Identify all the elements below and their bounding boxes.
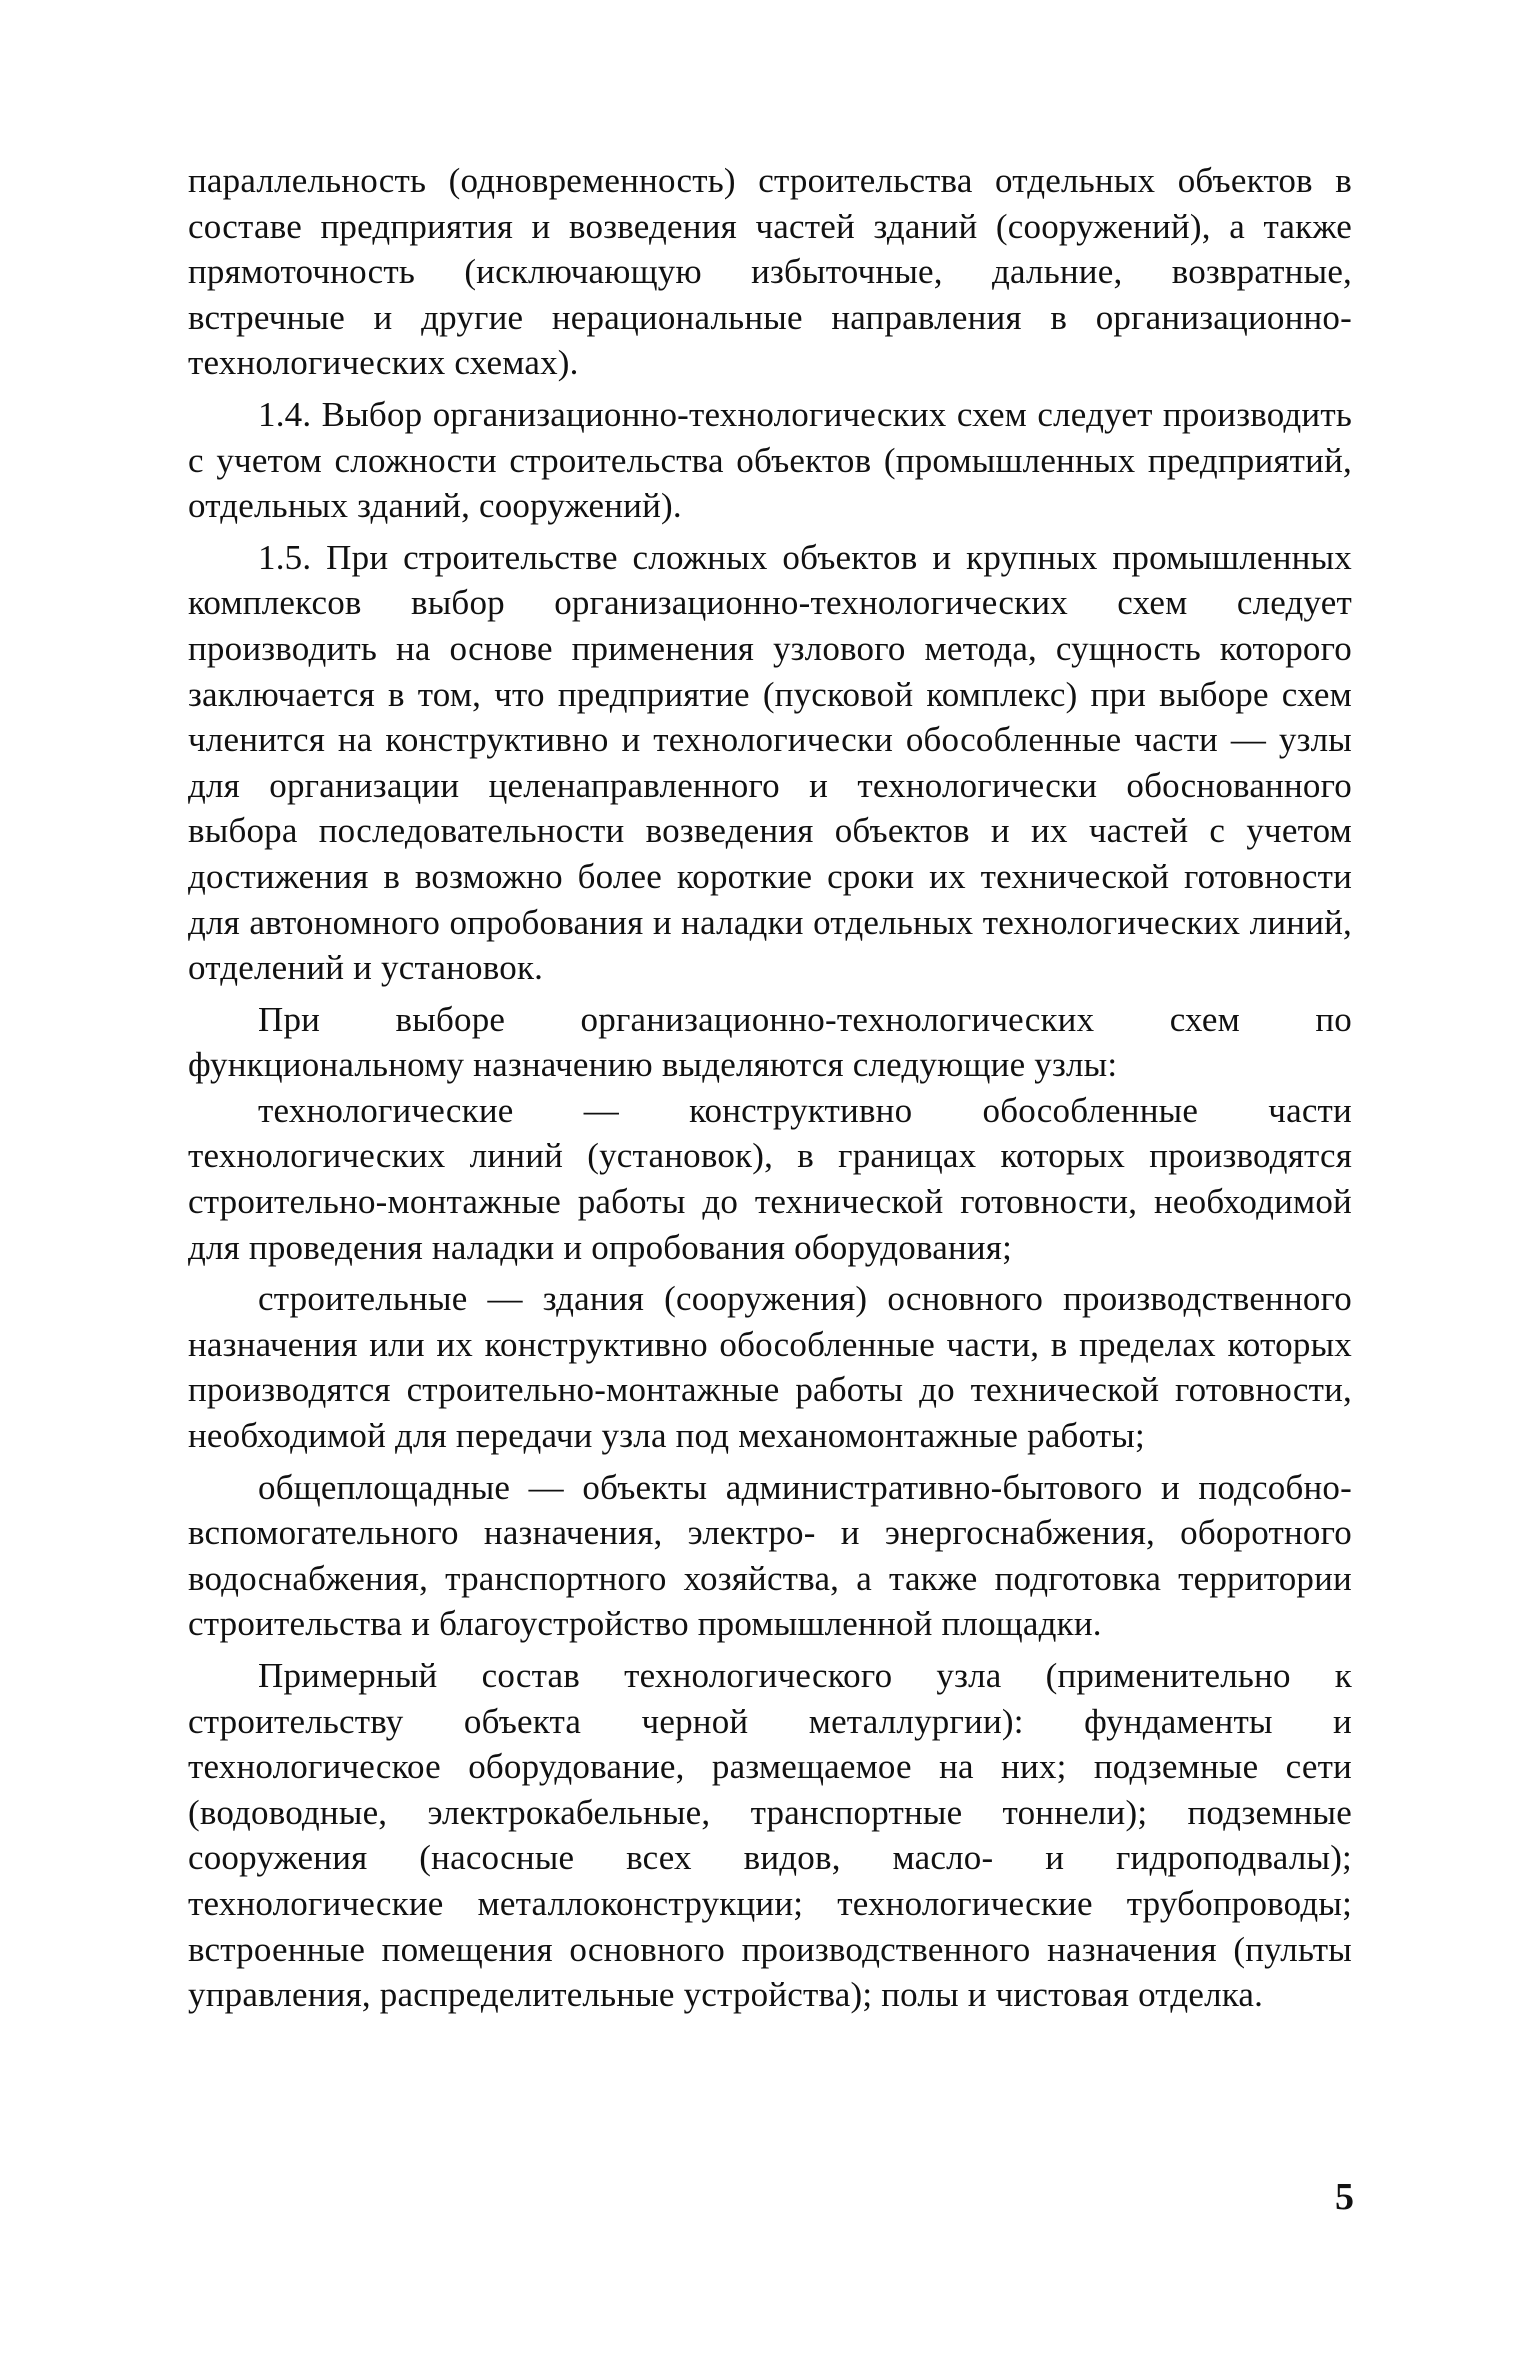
paragraph-functional-nodes: При выборе организационно-технологических схем по функциональному назначению выделяются следующие узлы: bbox=[188, 999, 1352, 1085]
paragraph-construction-nodes: строительные — здания (сооружения) основного производственного назначения или их конструктивно обособленные части, в пределах которых производятся строительно-монтажные работы до технической готовности, необходимой для передачи узла под механомонтажные работы; bbox=[188, 1279, 1352, 1456]
paragraph-continuation: параллельность (одновременность) строительства отдельных объектов в составе предприятия и возведения частей зданий (сооружений), а также прямоточность (исключающую избыточные, дальние, возвратные, встречные и другие нерациональные направления в организационно-технологических схемах). bbox=[188, 161, 1352, 383]
paragraph-1-4: 1.4. Выбор организационно-технологических схем следует производить с учетом сложности строительства объектов (промышленных предприятий, отдельных зданий, сооружений). bbox=[188, 394, 1352, 526]
body-text bbox=[188, 158, 1352, 2018]
page-number: 5 bbox=[1335, 2176, 1354, 2218]
paragraph-1-5: 1.5. При строительстве сложных объектов и крупных промышленных комплексов выбор организационно-технологических схем следует производить на основе применения узлового метода, сущность которого заключается в том, что предприятие (пусковой комплекс) при выборе схем членится на конструктивно и технологически обособленные части — узлы для организации целенаправленного и технологически обоснованного выбора последовательности возведения объектов и их частей с учетом достижения в возможно более короткие сроки их технической готовности для автономного опробования и наладки отдельных технологических линий, отделений и установок. bbox=[188, 537, 1352, 988]
paragraph-example-composition: Примерный состав технологического узла (применительно к строительству объекта черной металлургии): фундаменты и технологическое оборудование, размещаемое на них; подземные сети (водоводные, электрокабельные, транспортные тоннели); подземные сооружения (насосные всех видов, масло- и гидроподвалы); технологические металлоконструкции; технологические трубопроводы; встроенные помещения основного производственного назначения (пульты управления, распределительные устройства); полы и чистовая отделка. bbox=[188, 1656, 1352, 2015]
paragraph-site-nodes: общеплощадные — объекты административно-бытового и подсобно-вспомогательного назначения, электро- и энергоснабжения, оборотного водоснабжения, транспортного хозяйства, а также подготовка территории строительства и благоустройство промышленной площадки. bbox=[188, 1467, 1352, 1644]
paragraph-technological-nodes: технологические — конструктивно обособленные части технологических линий (установок), в границах которых производятся строительно-монтажные работы до технической готовности, необходимой для проведения наладки и опробования оборудования; bbox=[188, 1090, 1352, 1267]
